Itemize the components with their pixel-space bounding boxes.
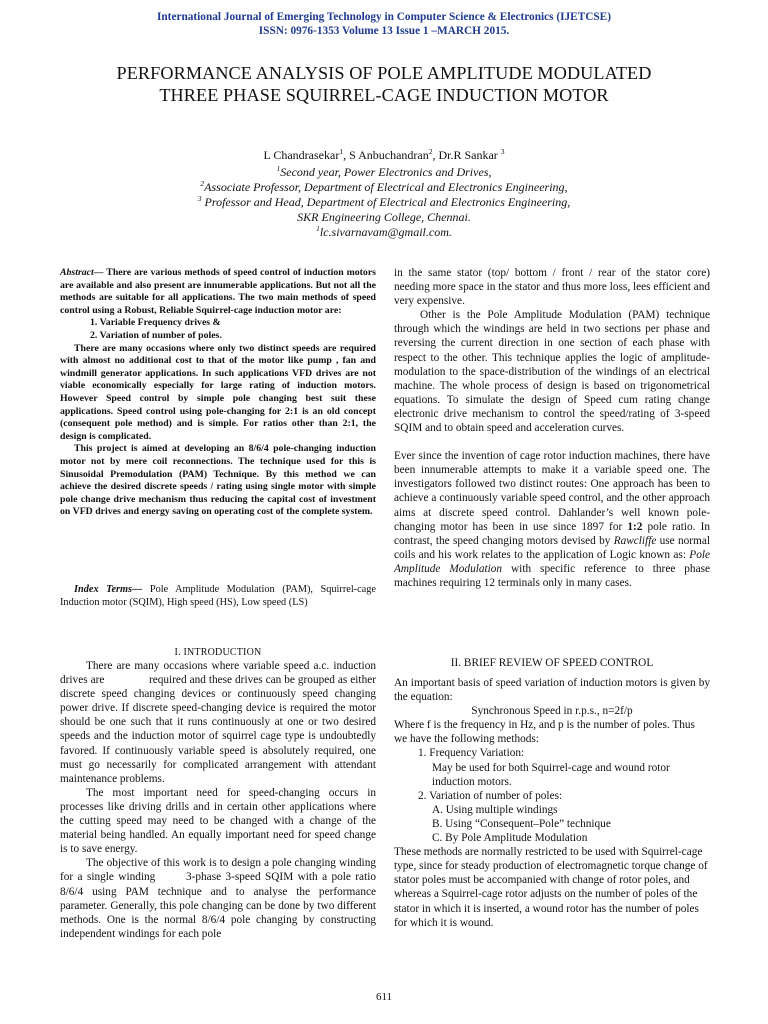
abstract (60, 267, 376, 519)
speed-equation: Synchronous Speed in r.p.s., n=2f/p (471, 705, 633, 718)
right-p3-c: use normal coils and his work relates to the application of Logic known as: (394, 534, 710, 561)
method-1-desc: May be used for both Squirrel-cage and wound rotor induction motors. (432, 761, 670, 788)
review-p2: Where f is the frequency in Hz, and p is the number of poles. Thus we have the following methods: (394, 719, 695, 746)
intro-p2: The most important need for speed-changing occurs in processes like driving drills and in certain other applications where the cutting speed may need to be changed with a change of the material being handled. An equally important need for speed change is to save energy. (60, 786, 376, 856)
journal-name: International Journal of Emerging Technology in Computer Science & Electronics (IJETCSE) (157, 11, 611, 23)
author-3: , Dr.R Sankar (432, 148, 501, 162)
title-line-2: THREE PHASE SQUIRREL-CAGE INDUCTION MOTOR (159, 85, 609, 105)
intro-p3: The objective of this work is to design a pole changing winding for a single winding 3-phase 3-speed SQIM with a pole ratio 8/6/4 using PAM technique and to analyse the performance parameter. Generally, this pole changing can be done by two different methods. One is the normal 8/6/4 pole changing by constructing independent windings for each pole (60, 857, 379, 940)
index-terms-label: Index Terms— (74, 584, 143, 595)
affiliation-2-sup: 2 (200, 179, 205, 188)
affiliation-1-sup: 1 (276, 164, 281, 173)
email-sup: 1 (316, 224, 320, 233)
method-1: 1. Frequency Variation: (418, 747, 525, 760)
journal-header (0, 10, 768, 38)
index-terms (60, 583, 376, 609)
affiliation-3 (0, 195, 768, 210)
abstract-label: Abstract— (60, 267, 104, 278)
introduction-heading: I. INTRODUCTION (174, 647, 262, 658)
intro-p1: There are many occasions where variable speed a.c. induction drives are required and these drives can be grouped as either discrete speed changing devices or continuously speed changing power drive. If discrete speed-changing device is required the motor should be one such that it runs continuously at one or two desired speeds and the induction motor of squirrel cage type is undoubtedly favored. If continuously variable speed is absolutely required, one must go necessarily for complicated arrangement with attendant maintenance problems. (60, 660, 379, 785)
right-p3-italic-1: Rawcliffe (613, 534, 657, 547)
affiliation-college (0, 210, 768, 225)
list-item: C. By Pole Amplitude Modulation (432, 832, 588, 845)
affiliation-3-text: Professor and Head, Department of Electrical and Electronics Engineering, (201, 195, 571, 209)
email-text: lc.sivarnavam@gmail.com. (319, 225, 452, 239)
list-item: B. Using “Consequent–Pole” technique (432, 817, 611, 830)
author-1-sup: 1 (339, 147, 344, 156)
list-item: A. Using multiple windings (432, 803, 558, 816)
right-column-text (394, 266, 710, 590)
right-p3-bold: 1:2 (627, 520, 643, 533)
index-terms-text: Pole Amplitude Modulation (PAM), Squirrel-cage Induction motor (SQIM), High speed (HS), Low speed (LS) (60, 584, 376, 608)
author-1: L Chandrasekar (263, 148, 340, 162)
right-p2: Other is the Pole Amplitude Modulation (PAM) technique through which the windings are held in two sections per phase and reversing the current direction in one section of each phase with respect to the other. This technique applies the logic of amplitude-modulation to the space-distribution of the windings of an electrical machine. The whole process of design is based on trigonometrical equations. To simulate the design of Speed cum rating change electronic drive mechanism to control the speed/rating of 3-speed SQIM and to obtain speed and acceleration curves. (394, 309, 710, 435)
paper-title (30, 62, 738, 106)
method-2: 2. Variation of number of poles: (418, 789, 563, 802)
journal-issn: ISSN: 0976-1353 Volume 13 Issue 1 –MARCH 2015. (258, 25, 510, 37)
right-p1: in the same stator (top/ bottom / front / rear of the stator core) needing more space in the stator and thus more loss, lees efficient and very expensive. (394, 267, 710, 308)
right-p3-b: pole ratio. In contrast, the speed changing motors devised by (394, 520, 710, 547)
right-p3 (394, 449, 710, 590)
title-line-1: PERFORMANCE ANALYSIS OF POLE AMPLITUDE MODULATED (116, 63, 652, 83)
abstract-p3: This project is aimed at developing an 8/6/4 pole-changing induction motor not by mere coil reconnections. The technique used for this is Sinusoidal Premodulation (PAM) Technique. By this method we can achieve the desired discrete speeds / rating using single motor with simple pole change drive mechanism thus reducing the capital cost of investment on VFD drives and energy saving on operating cost of the complete system. (60, 443, 376, 518)
affiliation-1 (0, 165, 768, 180)
review-heading: II. BRIEF REVIEW OF SPEED CONTROL (450, 657, 654, 669)
author-list (0, 148, 768, 163)
right-p3-a: Ever since the invention of cage rotor induction machines, there have been innumerable attempts to make it a variable speed one. The investigators followed two distinct routes: One approach has been to achieve a continuously variable speed control, and the other approach aims at discrete speed control. Dahlander’s well known pole-changing motor has been in use since 1897 for (394, 450, 710, 533)
abstract-p1: There are various methods of speed control of induction motors are available and also present are innumerable applications. But not all the methods are suitable for all applications. The two main methods of speed control using a Robust, Reliable Squirrel-cage induction motor are: (60, 267, 376, 316)
abstract-p2: There are many occasions where only two distinct speeds are required with almost no additional cost to that of the motor like pump , fan and windmill generator applications. In such applications VFD drives are not viable economically especially for large rating of induction motors. However Speed control by simple pole changing best suit these applications. Speed control using pole-changing for 2:1 is an old concept (consequent pole method) and is simple. For ratios other than 2:1, the design is complicated. (60, 342, 376, 442)
list-item: 1. Variable Frequency drives & (90, 317, 221, 329)
affiliation-college-text: SKR Engineering College, Chennai. (297, 210, 471, 224)
affiliation-1-text: Second year, Power Electronics and Drives, (280, 165, 492, 179)
abstract-method-list (90, 317, 376, 342)
review-section (394, 676, 710, 930)
author-3-sup: 3 (500, 147, 505, 156)
review-p1: An important basis of speed variation of induction motors is given by the equation: (394, 677, 710, 704)
affiliation-2-text: Associate Professor, Department of Electrical and Electronics Engineering, (204, 180, 568, 194)
page-number: 611 (375, 991, 393, 1003)
author-email (0, 225, 768, 240)
author-2-sup: 2 (428, 147, 433, 156)
review-p3: These methods are normally restricted to be used with Squirrel-cage type, since for steady production of electromagnetic torque change of stator poles must be accompanied with change of rotor poles, and whereas a Squirrel-cage rotor adjusts on the number of poles of the stator in which it is inserted, a wound rotor has the number of poles for which it is wound. (394, 846, 708, 929)
affiliation-3-sup: 3 (197, 194, 202, 203)
right-p3-d: with specific reference to three phase machines requiring 12 terminals only in many cases. (394, 562, 710, 589)
affiliation-2 (0, 180, 768, 195)
introduction-section (60, 646, 379, 941)
list-item: 2. Variation of number of poles. (90, 329, 222, 341)
author-2: , S Anbuchandran (343, 148, 429, 162)
right-p3-italic-2: Pole Amplitude Modulation (394, 548, 710, 575)
